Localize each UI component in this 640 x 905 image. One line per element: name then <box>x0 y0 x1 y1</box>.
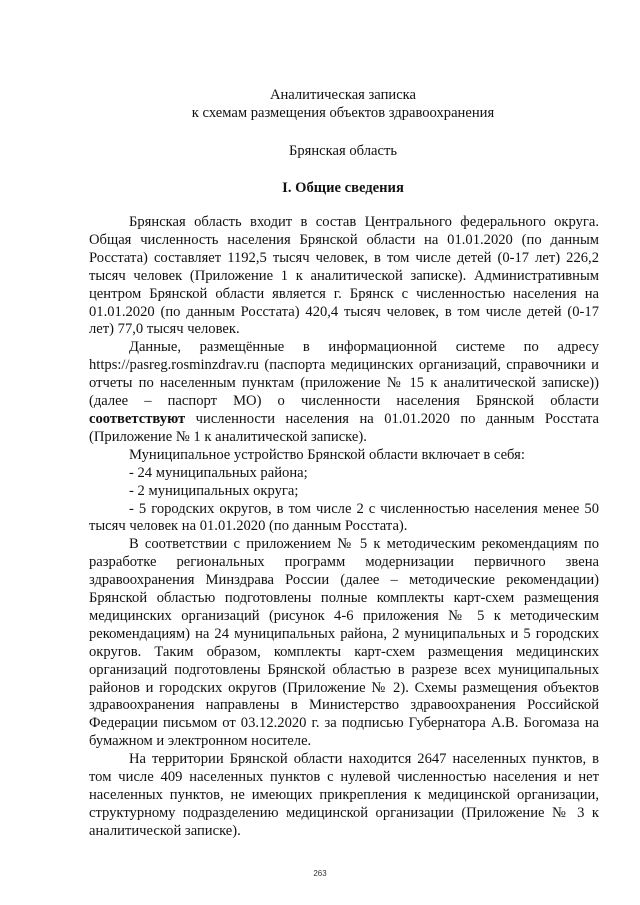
document-body <box>89 214 599 841</box>
paragraph-general-info: Брянская область входит в состав Центрального федерального округа. Общая численность населения Брянской области на 01.01.2020 (по данным Росстата) составляет 1192,5 тысяч человек, в том числе детей (0-17 лет) 226,2 тысяч человек (Приложение 1 к аналитической записке). Административным центром Брянской области является г. Брянск с численностью населения на 01.01.2020 (по данным Росстата) 420,4 тысяч человек, в том числе детей (0-17 лет) 77,0 тысяч человек. <box>89 214 599 338</box>
paragraph-settlements: На территории Брянской области находится 2647 населенных пунктов, в том числе 409 населенных пунктов с нулевой численностью населения и нет населенных пунктов, не имеющих прикрепления к медицинской организации, структурному подразделению медицинской организации (Приложение № 3 к аналитической записке). <box>89 751 599 839</box>
page-number: 263 <box>313 869 327 878</box>
document-title: Аналитическая записка <box>269 87 417 103</box>
document-subtitle: к схемам размещения объектов здравоохранения <box>191 105 495 121</box>
list-item: - 5 городских округов, в том числе 2 с численностью населения менее 50 тысяч человек на 01.01.2020 (по данным Росстата). <box>89 500 599 535</box>
list-item: - 2 муниципальных округа; <box>129 482 299 499</box>
region-name: Брянская область <box>288 143 397 159</box>
paragraph-map-schemes: В соответствии с приложением № 5 к методическим рекомендациям по разработке региональных программ модернизации первичного звена здравоохранения Минздрава России (далее – методические рекомендации) Брянской областью подготовлены полные комплекты карт-схем размещения медицинских организаций (рисунок 4-6 приложения № 5 к методическим рекомендациям) на 24 муниципальных района, 2 муниципальных и 5 городских округов. Таким образом, комплекты карт-схем размещения медицинских организаций подготовлены Брянской областью в разрезе всех муниципальных районов и городских округов (Приложение № 2). Схемы размещения объектов здравоохранения направлены в Министерство здравоохранения Российской Федерации письмом от 03.12.2020 г. за подписью Губернатора А.В. Богомаза на бумажном и электронном носителе. <box>89 536 599 750</box>
bold-emphasis: соответствуют <box>89 410 186 427</box>
paragraph-passport-data <box>89 339 599 446</box>
paragraph-passport-text-1: Данные, размещённые в информационной системе по адресу https://pasreg.rosminzdrav.ru (паспорта медицинских организаций, справочники и отчеты по населенным пунктам (приложение № 15 к аналитической записке)) (далее – паспорт МО) о численности населения Брянской области <box>89 339 599 410</box>
section-heading: I. Общие сведения <box>282 180 404 196</box>
list-item: - 24 муниципальных района; <box>129 464 308 481</box>
paragraph-passport-text-2: численности населения на 01.01.2020 по данным Росстата (Приложение № 1 к аналитической записке). <box>89 410 599 445</box>
paragraph-municipal-structure: Муниципальное устройство Брянской области включает в себя: <box>129 446 525 463</box>
